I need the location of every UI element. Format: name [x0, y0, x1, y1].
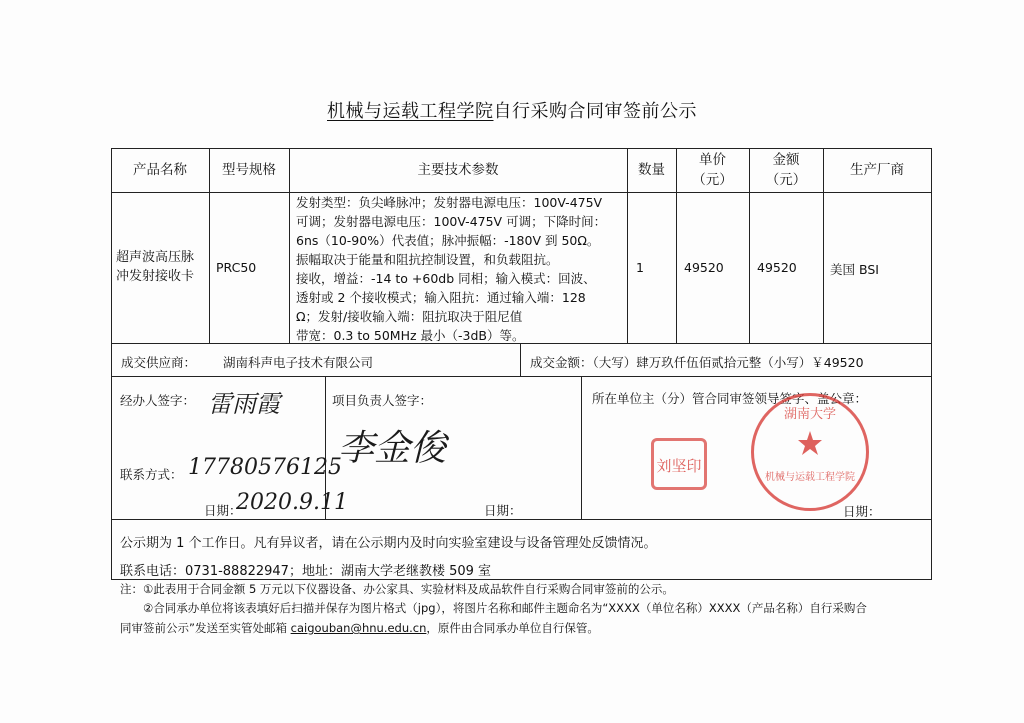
- note-line-3: [120, 620, 599, 636]
- personal-seal-text: 刘坚印: [656, 457, 702, 475]
- pm-date-label: 日期：: [484, 503, 522, 518]
- handler-label: 经办人签字：: [120, 393, 196, 408]
- title-rest: 自行采购合同审签前公示: [493, 101, 697, 122]
- header-amount-line2: （元）: [765, 172, 807, 188]
- contact-value: 17780576125: [188, 455, 342, 480]
- table-border-top: [111, 148, 932, 149]
- table-border-bottom: [111, 579, 932, 580]
- official-seal-top: 湖南大学: [783, 407, 836, 422]
- handler-date-label: 日期：: [204, 503, 242, 518]
- handler-signature: 雷雨霞: [208, 390, 280, 418]
- param-line: 6ns（10-90%）代表值；脉冲振幅：-180V 到 50Ω。: [296, 233, 600, 248]
- pm-signature: 李金俊: [338, 428, 447, 469]
- cell-manufacturer: 美国 BSI: [830, 262, 879, 277]
- notice-text: 公示期为 1 个工作日。凡有异议者，请在公示期内及时向实验室建设与设备管理处反馈情况。: [120, 536, 657, 551]
- cell-qty: 1: [636, 260, 644, 275]
- personal-seal: [651, 438, 707, 490]
- deal-amount: 成交金额：（大写）肆万玖仟伍佰贰拾元整（小写）￥49520: [530, 355, 864, 370]
- table-border-right: [931, 148, 932, 580]
- note-line-1: 注：①此表用于合同金额 5 万元以下仪器设备、办公家具、实验材料及成品软件自行采购合同审签前的公示。: [120, 582, 674, 596]
- signature-divider: [111, 519, 932, 520]
- header-unit-price-line2: （元）: [692, 172, 733, 188]
- cell-product-name: [116, 248, 194, 286]
- supplier-sep: [520, 343, 521, 377]
- handler-date-value: 2020.9.11: [236, 490, 348, 515]
- param-line: 透射或 2 个接收模式；输入阻抗：通过输入端：128: [296, 290, 586, 305]
- official-seal-bottom: 机械与运载工程学院: [765, 472, 855, 483]
- cell-model: PRC50: [216, 260, 257, 275]
- title-college: 机械与运载工程学院: [327, 101, 494, 122]
- product-name-line1: 超声波高压脉: [116, 250, 195, 265]
- header-amount: [749, 150, 823, 190]
- email-link[interactable]: caigouban@hnu.edu.cn: [290, 621, 427, 635]
- note-line-2: ②合同承办单位将该表填好后扫描并保存为图片格式（jpg），将图片名称和邮件主题命名为“XXXX（单位名称）XXXX（产品名称）自行采购合: [143, 601, 867, 615]
- note-line-3-post: ，原件由合同承办单位自行保管。: [426, 621, 599, 635]
- header-unit-price-line1: 单价: [699, 152, 726, 168]
- header-qty: 数量: [638, 162, 665, 178]
- pm-label: 项目负责人签字：: [332, 393, 433, 408]
- cell-amount: 49520: [757, 260, 797, 275]
- header-manufacturer: 生产厂商: [850, 162, 904, 178]
- star-icon: [797, 430, 823, 456]
- note-line-3-pre: 同审签前公示”发送至实管处邮箱: [120, 621, 291, 635]
- param-line: 发射类型：负尖峰脉冲；发射器电源电压：100V-475V: [296, 195, 603, 210]
- sig-sep-2: [581, 376, 582, 520]
- header-model: 型号规格: [222, 162, 276, 178]
- header-product-name: 产品名称: [133, 162, 187, 178]
- page-title: [0, 97, 1024, 123]
- header-params: 主要技术参数: [417, 162, 499, 178]
- param-line: 振幅取决于能量和阻抗控制设置，和负载阻抗。: [296, 252, 559, 267]
- param-line: 带宽：0.3 to 50MHz 最小（-3dB）等。: [296, 328, 525, 343]
- cell-unit-price: 49520: [684, 260, 724, 275]
- supplier-label: 成交供应商：: [121, 355, 197, 370]
- leader-label: 所在单位主（分）管合同审签领导签字、盖公章：: [592, 391, 868, 406]
- cell-params: [296, 193, 627, 345]
- param-line: Ω；发射/接收输入端：阻抗取决于阻尼值: [296, 309, 523, 324]
- supplier-divider: [111, 376, 932, 377]
- header-amount-line1: 金额: [772, 152, 800, 168]
- product-name-line2: 冲发射接收卡: [116, 269, 195, 284]
- supplier-name: 湖南科声电子技术有限公司: [223, 355, 374, 370]
- header-unit-price: [676, 150, 749, 190]
- table-border-left: [111, 148, 112, 580]
- param-line: 接收，增益：-14 to +60db 同相；输入模式：回波、: [296, 271, 596, 286]
- contact-label: 联系方式：: [120, 467, 183, 482]
- leader-date-label: 日期：: [843, 504, 881, 519]
- contact-info: 联系电话：0731-88822947；地址：湖南大学老继教楼 509 室: [120, 564, 492, 579]
- param-line: 可调；发射器电源电压：100V-475V 可调；下降时间：: [296, 214, 607, 229]
